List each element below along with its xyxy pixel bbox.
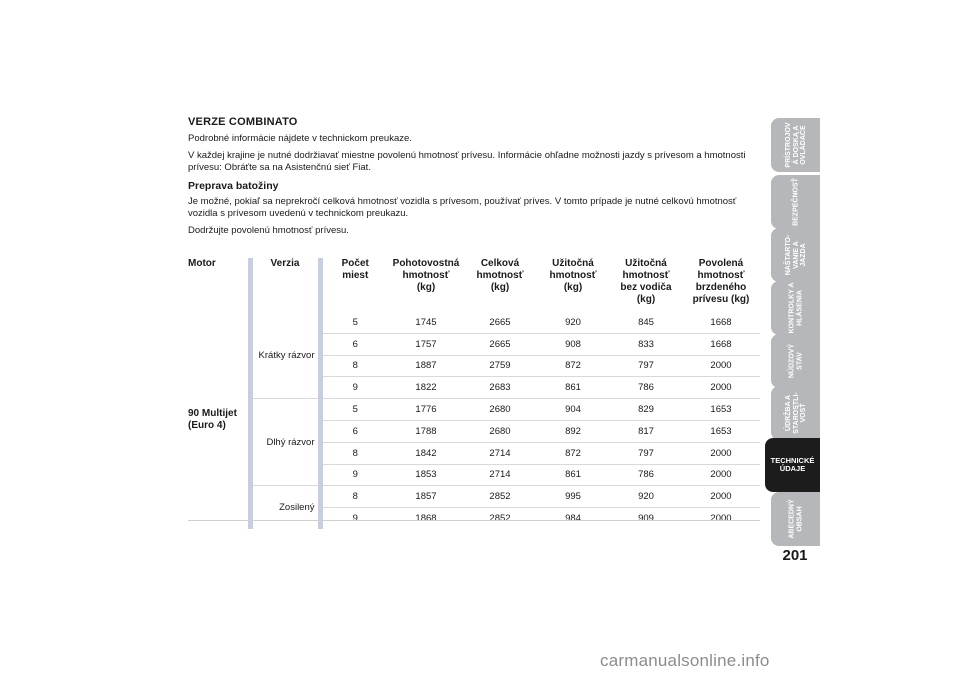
cell: 9: [320, 377, 388, 399]
cell: 829: [610, 399, 682, 421]
cell: 1668: [682, 333, 760, 355]
section-title: VERZE COMBINATO: [188, 116, 298, 128]
cell: 1776: [388, 399, 464, 421]
header-verzia: Verzia: [250, 258, 320, 312]
tab-technicke-udaje[interactable]: TECHNICKÉ ÚDAJE: [765, 438, 820, 492]
tab-kontrolky-hlasenia[interactable]: KONTROLKY A HLÁSENIA: [771, 281, 820, 335]
cell: 9: [320, 464, 388, 486]
tab-nastartovanie-jazda[interactable]: NAŠTARTO-VANIE A JAZDA: [771, 228, 820, 282]
cell: 797: [610, 355, 682, 377]
weights-table: [188, 258, 760, 529]
table-row: [188, 486, 760, 508]
cell: 920: [565, 316, 581, 328]
header-pocet-miest: Počet miest: [341, 258, 369, 281]
cell: 1653: [682, 420, 760, 442]
cell: 904: [536, 399, 610, 421]
cell: 2680: [464, 399, 536, 421]
cell: 995: [536, 486, 610, 508]
paragraph-luggage: Je možné, pokiaľ sa neprekročí celková hmotnosť vozidla s prívesom, používať príves. V tomto prípade je nutné celkovú hmotnosť vozidla s prívesom uvedenú v technickom preukazu.: [188, 196, 737, 219]
header-uzitocna-bez-vodica: Užitočná hmotnosť bez vodiča (kg): [620, 258, 672, 305]
paragraph-trailer-weight: V každej krajine je nutné dodržiavať miestne povolenú hmotnosť prívesu. Informácie ohľadne možnosti jazdy s prívesom a hmotnosti prívesu: Obráťte sa na Asistenčnú sieť Fiat.: [188, 150, 746, 173]
cell: 2714: [464, 442, 536, 464]
cell: 1868: [388, 508, 464, 529]
page-number: 201: [782, 547, 808, 564]
cell: 2000: [682, 508, 760, 529]
cell: 786: [610, 377, 682, 399]
cell: 2000: [682, 442, 760, 464]
cell: 797: [610, 442, 682, 464]
table-bottom-rule: [188, 520, 760, 521]
cell: 8: [320, 442, 388, 464]
cell: 2683: [464, 377, 536, 399]
header-motor: Motor: [188, 258, 250, 312]
cell: 5: [320, 399, 388, 421]
cell: 1842: [388, 442, 464, 464]
cell: 1668: [710, 316, 732, 328]
cell: 2714: [464, 464, 536, 486]
cell: 908: [536, 333, 610, 355]
cell: 817: [610, 420, 682, 442]
table-header-row: [188, 258, 760, 312]
cell: 861: [536, 464, 610, 486]
subsection-title: Preprava batožiny: [188, 180, 279, 192]
text-section: [188, 116, 760, 242]
cell: 8: [320, 486, 388, 508]
cell: 845: [638, 316, 654, 328]
cell: 6: [320, 420, 388, 442]
cell: 1853: [388, 464, 464, 486]
cell: 1822: [388, 377, 464, 399]
version-cell: Krátky rázvor: [250, 312, 320, 399]
cell: 2665: [489, 316, 511, 328]
cell: 1757: [388, 333, 464, 355]
cell: 2000: [682, 355, 760, 377]
paragraph-observe: Dodržujte povolenú hmotnosť prívesu.: [188, 225, 349, 236]
cell: 2680: [464, 420, 536, 442]
cell: 909: [610, 508, 682, 529]
cell: 892: [536, 420, 610, 442]
cell: 786: [610, 464, 682, 486]
cell: 2852: [464, 508, 536, 529]
cell: 984: [536, 508, 610, 529]
table-row: [188, 399, 760, 421]
cell: 1788: [388, 420, 464, 442]
cell: 1887: [388, 355, 464, 377]
tab-bezpecnost[interactable]: BEZPEČNOSŤ: [771, 175, 820, 229]
tab-abecedny-obsah[interactable]: ABECEDNÝ OBSAH: [771, 492, 820, 546]
cell: 9: [320, 508, 388, 529]
cell: 2665: [464, 333, 536, 355]
tab-udrzba[interactable]: ÚDRŽBA A STAROSTLI-VOSŤ: [771, 386, 820, 440]
cell: 1745: [415, 316, 437, 328]
tab-nudzovy-stav[interactable]: NÚDZOVÝ STAV: [771, 334, 820, 388]
cell: 920: [610, 486, 682, 508]
header-pohotovostna: Pohotovostná hmotnosť (kg): [392, 258, 460, 293]
version-cell: Dlhý rázvor: [250, 399, 320, 486]
cell: 2759: [464, 355, 536, 377]
cell: 2000: [682, 486, 760, 508]
cell: 1857: [388, 486, 464, 508]
cell: 861: [536, 377, 610, 399]
motor-cell: 90 Multijet (Euro 4): [188, 312, 250, 529]
cell: 872: [536, 355, 610, 377]
watermark: carmanualsonline.info: [600, 651, 770, 670]
cell: 872: [536, 442, 610, 464]
header-povolena-privesu: Povolená hmotnosť brzdeného prívesu (kg): [692, 258, 750, 305]
cell: 1653: [682, 399, 760, 421]
cell: 833: [610, 333, 682, 355]
table-row: [188, 312, 760, 333]
cell: 6: [320, 333, 388, 355]
version-cell: Zosilený: [250, 486, 320, 529]
cell: 8: [320, 355, 388, 377]
tab-pristrojova-doska[interactable]: PRÍSTROJOV Á DOSKA A OVLÁDAČE: [771, 118, 820, 172]
cell: 2000: [682, 464, 760, 486]
cell: 5: [352, 316, 358, 328]
paragraph-info: Podrobné informácie nájdete v technickom preukaze.: [188, 133, 412, 144]
cell: 2852: [464, 486, 536, 508]
header-celkova: Celková hmotnosť (kg): [476, 258, 524, 293]
header-uzitocna: Užitočná hmotnosť (kg): [549, 258, 597, 293]
cell: 2000: [682, 377, 760, 399]
